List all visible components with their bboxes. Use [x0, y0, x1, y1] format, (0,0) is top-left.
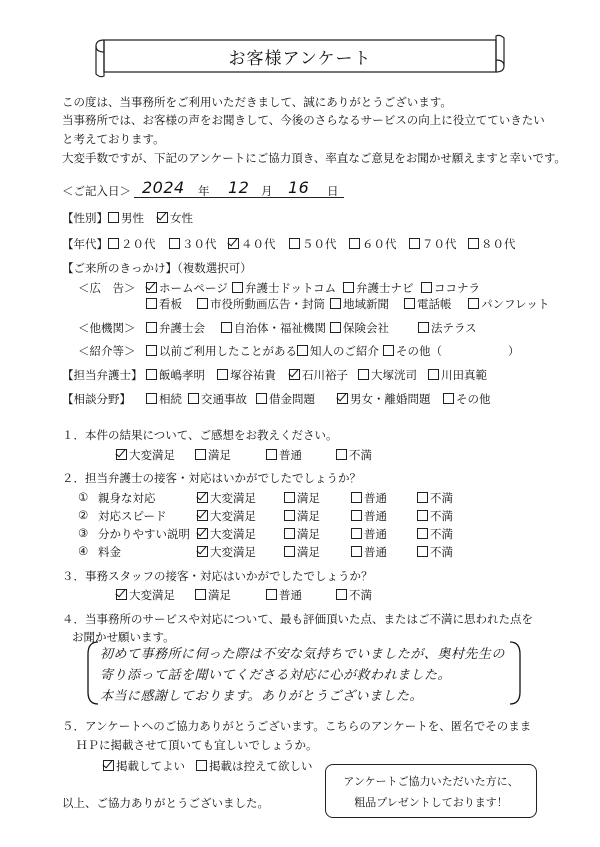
q2-row-1-neutral[interactable]: 普通 — [351, 490, 387, 506]
checkbox[interactable] — [421, 282, 432, 293]
age-option-80s[interactable]: ８０代 — [468, 236, 516, 252]
q2-row-4-neutral[interactable]: 普通 — [351, 544, 387, 560]
checkbox[interactable] — [417, 492, 428, 503]
checkbox[interactable] — [195, 589, 206, 600]
source-phonebook[interactable]: 電話帳 — [404, 296, 452, 312]
q2-row-2-num: ② — [78, 508, 89, 522]
age-option-60s[interactable]: ６０代 — [349, 236, 397, 252]
source-used-before[interactable]: 以前ご利用したことがある — [146, 343, 297, 359]
checkbox[interactable] — [228, 238, 239, 249]
source-label: 【ご来所のきっかけ】（複数選択可） — [62, 261, 252, 275]
source-municipality[interactable]: 自治体・福祉機関 — [221, 320, 326, 336]
q2-question: ２．担当弁護士の接客・対応はいかがでしたでしょうか？ — [62, 471, 361, 485]
q4-answer-line-1[interactable]: 初めて事務所に伺った際は不安な気持ちでいましたが、奥村先生の — [100, 647, 505, 662]
checkbox[interactable] — [351, 546, 362, 557]
checkbox[interactable] — [108, 238, 119, 249]
date-day-unit: 日 — [327, 184, 339, 198]
q2-row-1-satisfied[interactable]: 満足 — [284, 490, 320, 506]
checkbox[interactable] — [336, 449, 347, 460]
checkbox[interactable] — [284, 492, 295, 503]
checkbox[interactable] — [349, 238, 360, 249]
q1-option-very-satisfied[interactable]: 大変満足 — [116, 447, 175, 463]
field-label: 【相談分野】 — [62, 392, 131, 406]
q3-option-dissatisfied[interactable]: 不満 — [336, 587, 372, 603]
lawyer-option-3[interactable]: 石川裕子 — [289, 367, 348, 383]
checkbox[interactable] — [443, 393, 454, 404]
q2-row-4-num: ④ — [78, 544, 89, 558]
checkbox[interactable] — [146, 393, 157, 404]
gift-notice-line-2: 粗品プレゼントしております！ — [354, 796, 508, 809]
q1-option-dissatisfied[interactable]: 不満 — [336, 447, 372, 463]
date-label: ＜ご記入日＞ — [62, 184, 131, 198]
checkbox[interactable] — [266, 589, 277, 600]
checkbox[interactable] — [146, 298, 157, 309]
checkbox[interactable] — [197, 492, 208, 503]
checkbox[interactable] — [197, 510, 208, 521]
ad-label: ＜広 告＞ — [78, 281, 136, 295]
q3-option-neutral[interactable]: 普通 — [266, 587, 302, 603]
q2-row-3-very-satisfied[interactable]: 大変満足 — [197, 526, 256, 542]
age-option-70s[interactable]: ７０代 — [409, 236, 457, 252]
q4-answer-line-2[interactable]: 寄り添って話を聞いてくださる対応に心が救われました。 — [100, 668, 452, 683]
lawyer-option-1[interactable]: 飯嶋孝明 — [146, 367, 205, 383]
q5-question-line-1: ５．アンケートへのご協力ありがとうございます。こちらのアンケートを、匿名でそのまま — [62, 719, 532, 733]
q4-question-line-1: ４．当事務所のサービスや対応について、最も評価頂いた点、またはご不満に思われた点を — [62, 612, 534, 626]
q4-question-line-2: お聞かせ願います。 — [72, 630, 175, 644]
date-month[interactable]: 12 — [228, 178, 250, 197]
q2-row-1-label: 親身な対応 — [98, 491, 156, 505]
checkbox[interactable] — [409, 238, 420, 249]
checkbox[interactable] — [221, 322, 232, 333]
gender-label: 【性別】 — [62, 211, 108, 225]
source-insurance[interactable]: 保険会社 — [330, 320, 389, 336]
checkbox[interactable] — [116, 589, 127, 600]
q2-row-2-dissatisfied[interactable]: 不満 — [417, 508, 453, 524]
checkbox[interactable] — [336, 589, 347, 600]
q2-row-4-satisfied[interactable]: 満足 — [284, 544, 320, 560]
checkbox[interactable] — [197, 528, 208, 539]
source-bengoshi-navi[interactable]: 弁護士ナビ — [343, 280, 414, 296]
age-label: 【年代】 — [62, 237, 108, 251]
field-option-debt[interactable]: 借金問題 — [256, 391, 315, 407]
age-option-40s[interactable]: ４０代 — [228, 236, 276, 252]
q5-option-decline[interactable]: 掲載は控えて欲しい — [196, 758, 313, 774]
field-option-traffic[interactable]: 交通事故 — [188, 391, 247, 407]
checkbox[interactable] — [157, 212, 168, 223]
checkbox[interactable] — [358, 369, 369, 380]
checkbox[interactable] — [196, 760, 207, 771]
date-year-unit: 年 — [198, 184, 210, 198]
q1-option-satisfied[interactable]: 満足 — [195, 447, 231, 463]
q2-row-4-dissatisfied[interactable]: 不満 — [417, 544, 453, 560]
checkbox[interactable] — [351, 510, 362, 521]
age-option-50s[interactable]: ５０代 — [289, 236, 337, 252]
source-other-close: ） — [508, 344, 520, 358]
gender-option-female[interactable]: 女性 — [157, 210, 193, 226]
checkbox[interactable] — [266, 449, 277, 460]
checkbox[interactable] — [108, 212, 119, 223]
checkbox[interactable] — [383, 345, 394, 356]
lawyer-label: 【担当弁護士】 — [62, 368, 143, 382]
q2-row-2-very-satisfied[interactable]: 大変満足 — [197, 508, 256, 524]
checkbox[interactable] — [232, 282, 243, 293]
checkbox[interactable] — [417, 546, 428, 557]
date-underline — [134, 197, 344, 198]
source-signboard[interactable]: 看板 — [146, 296, 182, 312]
q5-question-line-2: ＨＰに掲載させて頂いても宜しいでしょうか。 — [76, 738, 318, 752]
checkbox[interactable] — [116, 449, 127, 460]
source-hoterasu[interactable]: 法テラス — [418, 320, 477, 336]
q2-row-2-satisfied[interactable]: 満足 — [284, 508, 320, 524]
age-option-30s[interactable]: ３０代 — [169, 236, 217, 252]
checkbox[interactable] — [217, 369, 228, 380]
page-title: お客様アンケート — [228, 49, 372, 69]
q2-row-4-label: 料金 — [98, 545, 121, 559]
checkbox[interactable] — [337, 393, 348, 404]
checkbox[interactable] — [146, 369, 157, 380]
lawyer-option-5[interactable]: 川田真範 — [428, 367, 487, 383]
q2-row-2-label: 対応スピード — [98, 509, 167, 523]
checkbox[interactable] — [284, 528, 295, 539]
source-other[interactable]: その他（ — [383, 343, 442, 359]
q1-question: １．本件の結果について、ご感想をお教えください。 — [62, 428, 338, 442]
checkbox[interactable] — [146, 345, 157, 356]
intro-line-1: この度は、当事務所をご利用いただきまして、誠にありがとうございます。 — [62, 95, 452, 109]
intro-line-4: 大変手数ですが、下記のアンケートにご協力頂き、率直なご意見をお聞かせ願えますと幸いです。 — [62, 151, 566, 165]
checkbox[interactable] — [197, 546, 208, 557]
age-option-20s[interactable]: ２０代 — [108, 236, 156, 252]
checkbox[interactable] — [330, 298, 341, 309]
source-bengoshi-com[interactable]: 弁護士ドットコム — [232, 280, 336, 296]
gender-option-male[interactable]: 男性 — [108, 210, 144, 226]
checkbox[interactable] — [468, 238, 479, 249]
checkbox[interactable] — [284, 510, 295, 521]
q2-row-2-neutral[interactable]: 普通 — [351, 508, 387, 524]
source-local-newspaper[interactable]: 地域新聞 — [330, 296, 389, 312]
closing-text: 以上、ご協力ありがとうございました。 — [62, 796, 269, 810]
checkbox[interactable] — [188, 393, 199, 404]
field-option-inheritance[interactable]: 相続 — [146, 391, 182, 407]
q2-row-3-num: ③ — [78, 526, 89, 540]
checkbox[interactable] — [330, 322, 341, 333]
source-city-video-ad[interactable]: 市役所動画広告・封筒 — [197, 296, 325, 312]
checkbox[interactable] — [468, 298, 479, 309]
referral-label: ＜紹介等＞ — [78, 344, 136, 358]
checkbox[interactable] — [351, 492, 362, 503]
lawyer-option-2[interactable]: 塚谷祐貴 — [217, 367, 276, 383]
source-homepage[interactable]: ホームページ — [146, 280, 228, 296]
q2-row-3-label: 分かりやすい説明 — [98, 527, 190, 541]
checkbox[interactable] — [417, 528, 428, 539]
q3-option-satisfied[interactable]: 満足 — [195, 587, 231, 603]
q2-row-4-very-satisfied[interactable]: 大変満足 — [197, 544, 256, 560]
checkbox[interactable] — [146, 322, 157, 333]
q3-option-very-satisfied[interactable]: 大変満足 — [116, 587, 175, 603]
checkbox[interactable] — [418, 322, 429, 333]
source-acquaintance[interactable]: 知人のご紹介 — [297, 343, 379, 359]
date-month-unit: 月 — [261, 184, 273, 198]
checkbox[interactable] — [289, 369, 300, 380]
checkbox[interactable] — [197, 298, 208, 309]
lawyer-option-4[interactable]: 大塚洸司 — [358, 367, 417, 383]
q3-question: ３．事務スタッフの接客・対応はいかがでしたでしょうか？ — [62, 569, 373, 583]
intro-line-3: と考えております。 — [62, 132, 165, 146]
checkbox[interactable] — [404, 298, 415, 309]
checkbox[interactable] — [428, 369, 439, 380]
checkbox[interactable] — [169, 238, 180, 249]
date-year[interactable]: 2024 — [142, 178, 185, 197]
intro-line-2: 当事務所では、お客様の声をお聞きして、今後のさらなるサービスの向上に役立てていきたい — [62, 113, 545, 127]
q2-row-3-satisfied[interactable]: 満足 — [284, 526, 320, 542]
checkbox[interactable] — [103, 760, 114, 771]
q2-row-1-very-satisfied[interactable]: 大変満足 — [197, 490, 256, 506]
q2-row-1-num: ① — [78, 490, 89, 504]
checkbox[interactable] — [195, 449, 206, 460]
checkbox[interactable] — [351, 528, 362, 539]
checkbox[interactable] — [289, 238, 300, 249]
checkbox[interactable] — [146, 282, 157, 293]
gift-notice-line-1: アンケートご協力いただいた方に、 — [343, 775, 519, 788]
source-coconala[interactable]: ココナラ — [421, 280, 480, 296]
q4-answer-line-3[interactable]: 本当に感謝しております。ありがとうございました。 — [100, 689, 423, 704]
q1-option-neutral[interactable]: 普通 — [266, 447, 302, 463]
checkbox[interactable] — [297, 345, 308, 356]
source-bar-association[interactable]: 弁護士会 — [146, 320, 205, 336]
q2-row-3-neutral[interactable]: 普通 — [351, 526, 387, 542]
checkbox[interactable] — [256, 393, 267, 404]
checkbox[interactable] — [343, 282, 354, 293]
q2-row-3-dissatisfied[interactable]: 不満 — [417, 526, 453, 542]
checkbox[interactable] — [417, 510, 428, 521]
q5-option-allow[interactable]: 掲載してよい — [103, 758, 185, 774]
checkbox[interactable] — [284, 546, 295, 557]
field-option-divorce[interactable]: 男女・離婚問題 — [337, 391, 431, 407]
other-institution-label: ＜他機関＞ — [78, 321, 136, 335]
date-day[interactable]: 16 — [288, 178, 310, 197]
q2-row-1-dissatisfied[interactable]: 不満 — [417, 490, 453, 506]
source-pamphlet[interactable]: パンフレット — [468, 296, 549, 312]
field-option-other[interactable]: その他 — [443, 391, 491, 407]
